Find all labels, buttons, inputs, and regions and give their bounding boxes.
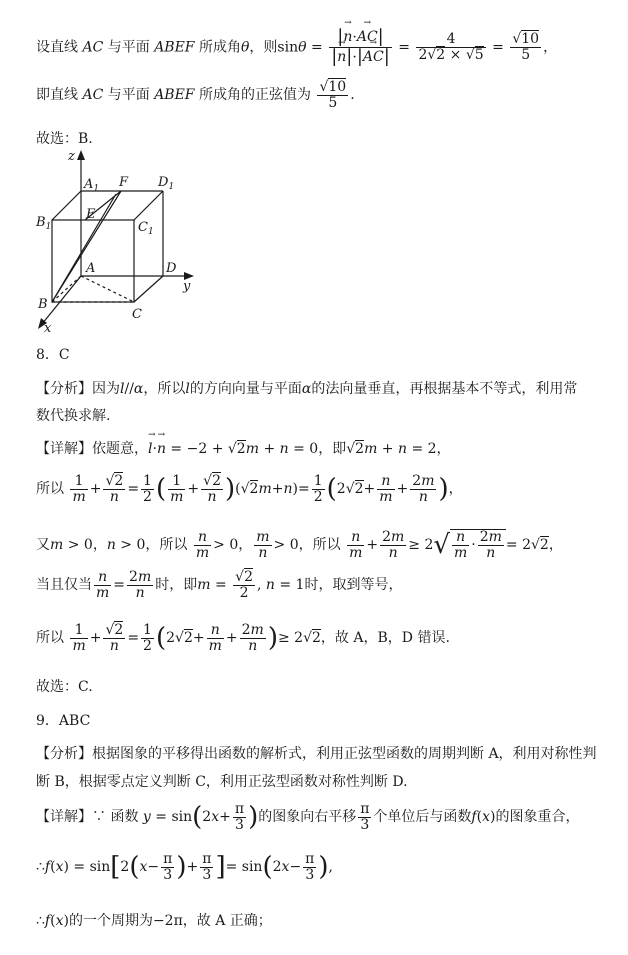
- q9-eq1: ∴f(x) = sin[2(x− $\frac{\pi}{3}$ )+ $\frac{\pi}{3}$ ]= sin(2x− $\frac{\pi}{3}$ ),: [36, 851, 333, 883]
- q8-heading: 8．C: [36, 347, 70, 363]
- label-z: z: [68, 149, 75, 164]
- q9-detail: 【详解】∵ 函数 y = sin(2x+ $\frac{\pi}{3}$ )的图象向右平移 $\frac{\pi}{3}$ 个单位后与函数f(x)的图象重合，: [36, 801, 580, 833]
- label-B: B: [38, 297, 48, 312]
- answer-b: 故选：B.: [36, 131, 93, 147]
- label-x: x: [44, 321, 52, 336]
- line-conclusion: 即直线 AC 与平面 ABEF 所成角的正弦值为 $\frac{√10}{5}$ .: [36, 79, 355, 111]
- cube-diagram: [28, 146, 208, 336]
- q8-analysis: 【分析】因为l//α，所以l的方向向量与平面α的法向量垂直，再根据基本不等式，利用常: [36, 381, 578, 397]
- label-y: y: [183, 279, 191, 294]
- answer-c: 故选：C.: [36, 679, 93, 695]
- q9-eq2: ∴f(x)的一个周期为−2π，故 A 正确；: [36, 913, 272, 929]
- label-A: A: [86, 261, 96, 276]
- q8-eq4: 所以 $\frac{1}{m}$ + $\frac{√2}{n}$ = $\frac{1}{2}$ (2√2+ $\frac{n}{m}$ + $\frac{2m}{n}$ )≥ 2√2，故 A，B，D 错误.: [36, 622, 450, 654]
- x-axis: [42, 276, 81, 324]
- q8-analysis-cont: 数代换求解.: [36, 408, 111, 424]
- label-B1: $B_1$: [36, 215, 52, 232]
- q8-detail: 【详解】依题意，→ l·→ n = −2 + √2m + n = 0，即√2m + n = 2，: [36, 438, 451, 458]
- q9-heading: 9．ABC: [36, 713, 91, 729]
- q8-eq3: 当且仅当 $\frac{n}{m}$ = $\frac{2m}{n}$ 时，即m = $\frac{√2}{2}$ , n = 1时，取到等号，: [36, 569, 403, 601]
- label-C: C: [132, 307, 142, 322]
- q8-eq2: 又m > 0，n > 0，所以 $\frac{n}{m}$ > 0， $\frac{m}{n}$ > 0，所以 $\frac{n}{m}$ + $\frac{2m}{n}$ ≥ 2√ $\frac{n}{m}$ · $\frac{2m}{n}$ = 2√2，: [36, 529, 563, 561]
- q9-analysis: 【分析】根据图象的平移得出函数的解析式，利用正弦型函数的周期判断 A，利用对称性判: [36, 746, 597, 762]
- q9-analysis-cont: 断 B，根据零点定义判断 C，利用正弦型函数对称性判断 D.: [36, 774, 408, 790]
- label-A1: $A_1$: [84, 177, 100, 194]
- label-C1: $C_1$: [138, 220, 154, 237]
- label-D1: $D_1$: [158, 175, 175, 192]
- q8-eq1: 所以 $\frac{1}{m}$ + $\frac{√2}{n}$ = $\frac{1}{2}$ ( $\frac{1}{m}$ + $\frac{√2}{n}$ )(√2m+n)= $\frac{1}{2}$ (2√2+ $\frac{n}{m}$ + $\frac{2m}{n}$ )，: [36, 473, 463, 505]
- label-F: F: [119, 175, 129, 190]
- label-E: E: [86, 207, 96, 222]
- line-sin-theta: 设直线 AC 与平面 ABEF 所成角θ，则sinθ = $\frac{|\to n\cdot\to AC|}{|\to n|\cdot|\to AC|}$ = $\frac{4}{2√2 \times √5}$ = $\frac{√10}{5}$ ，: [36, 28, 557, 67]
- label-D: D: [166, 261, 177, 276]
